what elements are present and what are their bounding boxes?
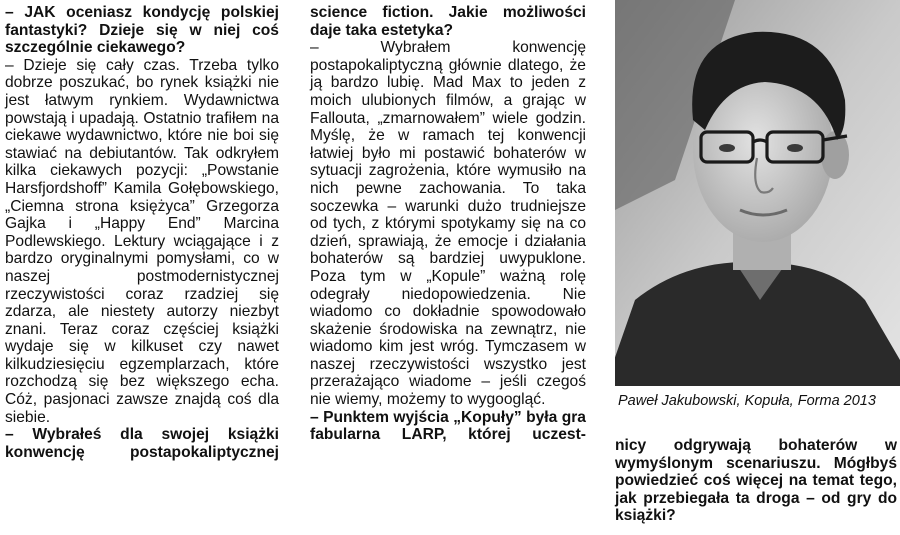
article-column-3 <box>615 437 897 525</box>
interview-question-3-start: – Punktem wyjścia „Kopuły” była gra fabularna LARP, której uczest- <box>310 408 586 444</box>
author-photo <box>615 0 900 386</box>
interview-question-1: – JAK oceniasz kondycję polskiej fantastyki? Dzieje się w niej coś szczególnie ciekawego? <box>5 4 279 57</box>
interview-question-2-start: – Wybrałeś dla swojej książki konwencję postapokaliptycznej <box>5 426 279 461</box>
article-column-1 <box>5 4 279 461</box>
interview-answer-1: – Dzieje się cały czas. Trzeba tylko dobrze poszukać, bo rynek książki nie jest łatwym rynkiem. Wydawnictwa powstają i upadają. Ostatnio trafiłem na ciekawe wydawnictwo, które nie boi się stawiać na debiutantów. Tak odkryłem kilka ciekawych pozycji: „Powstanie Harsfjordshoff” Kamila Gołębowskiego, „Ciemna strona księżyca” Grzegorza Gajka i „Happy End” Marcina Podlewskiego. Lektury wciągające i z bardzo oryginalnymi pomysłami, co w naszej postmodernistycznej rzeczywistości coraz rzadziej się zdarza, ale niestety autorzy niezbyt znani. Teraz coraz częściej książki wydaje się w kilkuset czy nawet kilkudziesięciu egzemplarzach, które rozchodzą się bez większego echa. Cóż, pasjonaci zawsze znajdą coś dla siebie. <box>5 56 279 426</box>
article-column-2 <box>310 4 586 444</box>
photo-caption: Paweł Jakubowski, Kopuła, Forma 2013 <box>618 393 876 409</box>
interview-question-2-end: science fiction. Jakie możliwości daje taka estetyka? <box>310 4 586 39</box>
author-portrait-image <box>615 0 900 386</box>
interview-answer-2: – Wybrałem konwencję postapokaliptyczną głównie dlatego, że ją bardzo lubię. Mad Max to jeden z moich ulubionych filmów, a grając w Fallouta, „zmarnowałem” wiele godzin. Myślę, że w ramach tej konwencji łatwiej było mi postawić bohaterów w sytuacji zagrożenia, które wymusiło na nich pewne zachowania. To taka soczewka – warunki dużo trudniejsze od tych, z którymi spotykamy się na co dzień, sprawiają, że emocje i działania bohaterów są bardziej uwypuklone. Poza tym w „Kopule” ważną rolę odegrały niedopowiedzenia. Nie wiadomo co dokładnie spowodowało skażenie środowiska na zewnątrz, nie wiadomo kim jest wróg. Tymczasem w naszej rzeczywistości wszystko jest przerażająco wiadome – jeśli czegoś nie wiemy, możemy to wygoogląć. <box>310 39 586 409</box>
interview-question-3-end: nicy odgrywają bohaterów w wymyślonym scenariuszu. Mógłbyś powiedzieć coś więcej na temat tego, jak przebiegała ta droga – od gry do książki? <box>615 437 897 525</box>
